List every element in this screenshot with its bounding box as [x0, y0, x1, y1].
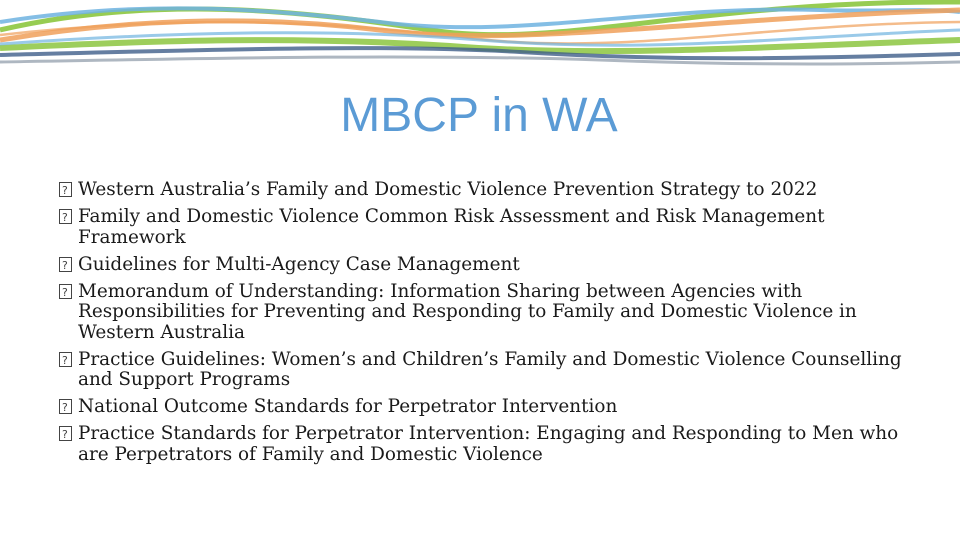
bullet-item [58, 350, 918, 391]
missing-glyph-box-icon [59, 182, 72, 197]
missing-glyph-box-icon [59, 399, 72, 414]
bullet-text: Guidelines for Multi-Agency Case Management [78, 253, 520, 275]
bullet-text: Practice Guidelines: Women’s and Children’s Family and Domestic Violence Counselling and Support Programs [78, 348, 902, 390]
slide-title: MBCP in WA [340, 89, 618, 142]
missing-glyph-box-icon [59, 426, 72, 441]
missing-glyph-box-icon [59, 209, 72, 224]
missing-glyph-box-icon [59, 352, 72, 367]
bullet-item [58, 255, 918, 276]
bullet-list [58, 180, 918, 472]
bullet-item [58, 207, 918, 248]
bullet-item [58, 282, 918, 344]
bullet-item [58, 424, 918, 465]
bullet-text: National Outcome Standards for Perpetrator Intervention [78, 396, 618, 417]
bullet-text: Memorandum of Understanding: Information Sharing between Agencies with Responsibilities for Preventing and Responding to Family and Domestic Violence in Western Australia [78, 280, 857, 343]
bullet-text: Family and Domestic Violence Common Risk Assessment and Risk Management Framework [78, 206, 825, 248]
bullet-item [58, 397, 918, 418]
missing-glyph-box-icon [59, 257, 72, 272]
bullet-text: Practice Standards for Perpetrator Intervention: Engaging and Responding to Men who are Perpetrators of Family and Domestic Violence [78, 423, 899, 465]
missing-glyph-box-icon [59, 284, 72, 299]
decorative-wave-banner [0, 0, 960, 80]
bullet-text: Western Australia’s Family and Domestic Violence Prevention Strategy to 2022 [78, 179, 818, 200]
bullet-item [58, 180, 918, 201]
